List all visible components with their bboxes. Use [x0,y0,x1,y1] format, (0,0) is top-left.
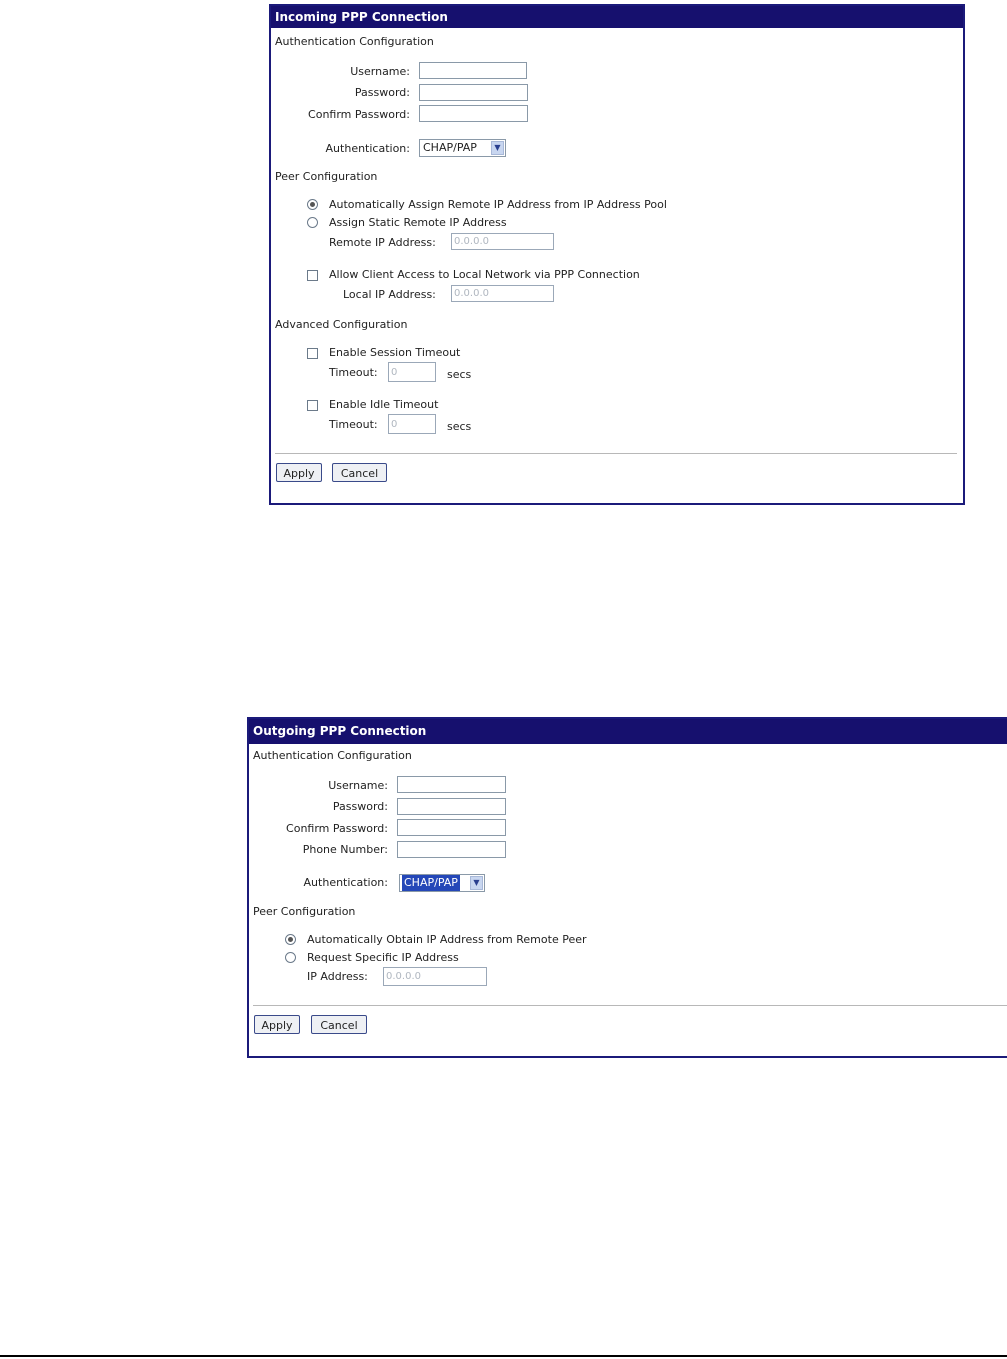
radio-auto-obtain-label: Automatically Obtain IP Address from Remote Peer [307,933,587,946]
divider [275,453,957,454]
page-footer-rule [0,1355,1007,1357]
remote-ip-label: Remote IP Address: [329,236,436,249]
advanced-config-heading: Advanced Configuration [275,318,408,331]
peer-config-heading: Peer Configuration [275,170,378,183]
authentication-select[interactable] [399,874,485,892]
outgoing-ppp-panel [247,717,1007,1058]
allow-client-label: Allow Client Access to Local Network via PPP Connection [329,268,640,281]
confirm-password-label: Confirm Password: [286,822,388,835]
phone-number-label: Phone Number: [302,843,388,856]
chevron-down-icon[interactable]: ▼ [470,876,483,890]
confirm-password-label: Confirm Password: [308,108,410,121]
ip-address-input[interactable] [383,967,487,986]
panel-title: Outgoing PPP Connection [249,719,1007,744]
session-timeout-field-label: Timeout: [329,366,378,379]
username-input[interactable] [419,62,527,79]
password-label: Password: [354,86,410,99]
chevron-down-icon[interactable]: ▼ [491,141,504,155]
auth-config-heading: Authentication Configuration [275,35,434,48]
local-ip-input[interactable] [451,285,554,302]
idle-timeout-unit: secs [447,420,472,433]
password-input[interactable] [419,84,528,101]
apply-button[interactable]: Apply [276,463,322,482]
radio-auto-obtain[interactable] [285,934,296,945]
phone-number-input[interactable] [397,841,506,858]
idle-timeout-input[interactable] [388,414,436,434]
authentication-select[interactable] [419,139,506,157]
session-timeout-label: Enable Session Timeout [329,346,461,359]
panel-title: Incoming PPP Connection [271,6,963,28]
authentication-label: Authentication: [325,142,410,155]
username-label: Username: [350,65,410,78]
password-input[interactable] [397,798,506,815]
remote-ip-input[interactable] [451,233,554,250]
cancel-button[interactable]: Cancel [332,463,387,482]
idle-timeout-checkbox[interactable] [307,400,318,411]
ip-address-label: IP Address: [307,970,368,983]
incoming-ppp-panel [269,4,965,505]
username-input[interactable] [397,776,506,793]
session-timeout-input[interactable] [388,362,436,382]
username-label: Username: [328,779,388,792]
cancel-button[interactable]: Cancel [311,1015,367,1034]
radio-request-specific[interactable] [285,952,296,963]
authentication-label: Authentication: [303,876,388,889]
peer-config-heading: Peer Configuration [253,905,356,918]
idle-timeout-label: Enable Idle Timeout [329,398,439,411]
apply-button[interactable]: Apply [254,1015,300,1034]
authentication-value: CHAP/PAP [423,141,477,154]
radio-static-assign[interactable] [307,217,318,228]
radio-request-specific-label: Request Specific IP Address [307,951,459,964]
idle-timeout-field-label: Timeout: [329,418,378,431]
confirm-password-input[interactable] [419,105,528,122]
local-ip-label: Local IP Address: [343,288,436,301]
radio-auto-assign[interactable] [307,199,318,210]
session-timeout-unit: secs [447,368,472,381]
divider [253,1005,1007,1006]
allow-client-checkbox[interactable] [307,270,318,281]
confirm-password-input[interactable] [397,819,506,836]
radio-auto-assign-label: Automatically Assign Remote IP Address from IP Address Pool [329,198,667,211]
authentication-value: CHAP/PAP [404,876,458,889]
auth-config-heading: Authentication Configuration [253,749,412,762]
session-timeout-checkbox[interactable] [307,348,318,359]
radio-static-assign-label: Assign Static Remote IP Address [329,216,507,229]
password-label: Password: [332,800,388,813]
